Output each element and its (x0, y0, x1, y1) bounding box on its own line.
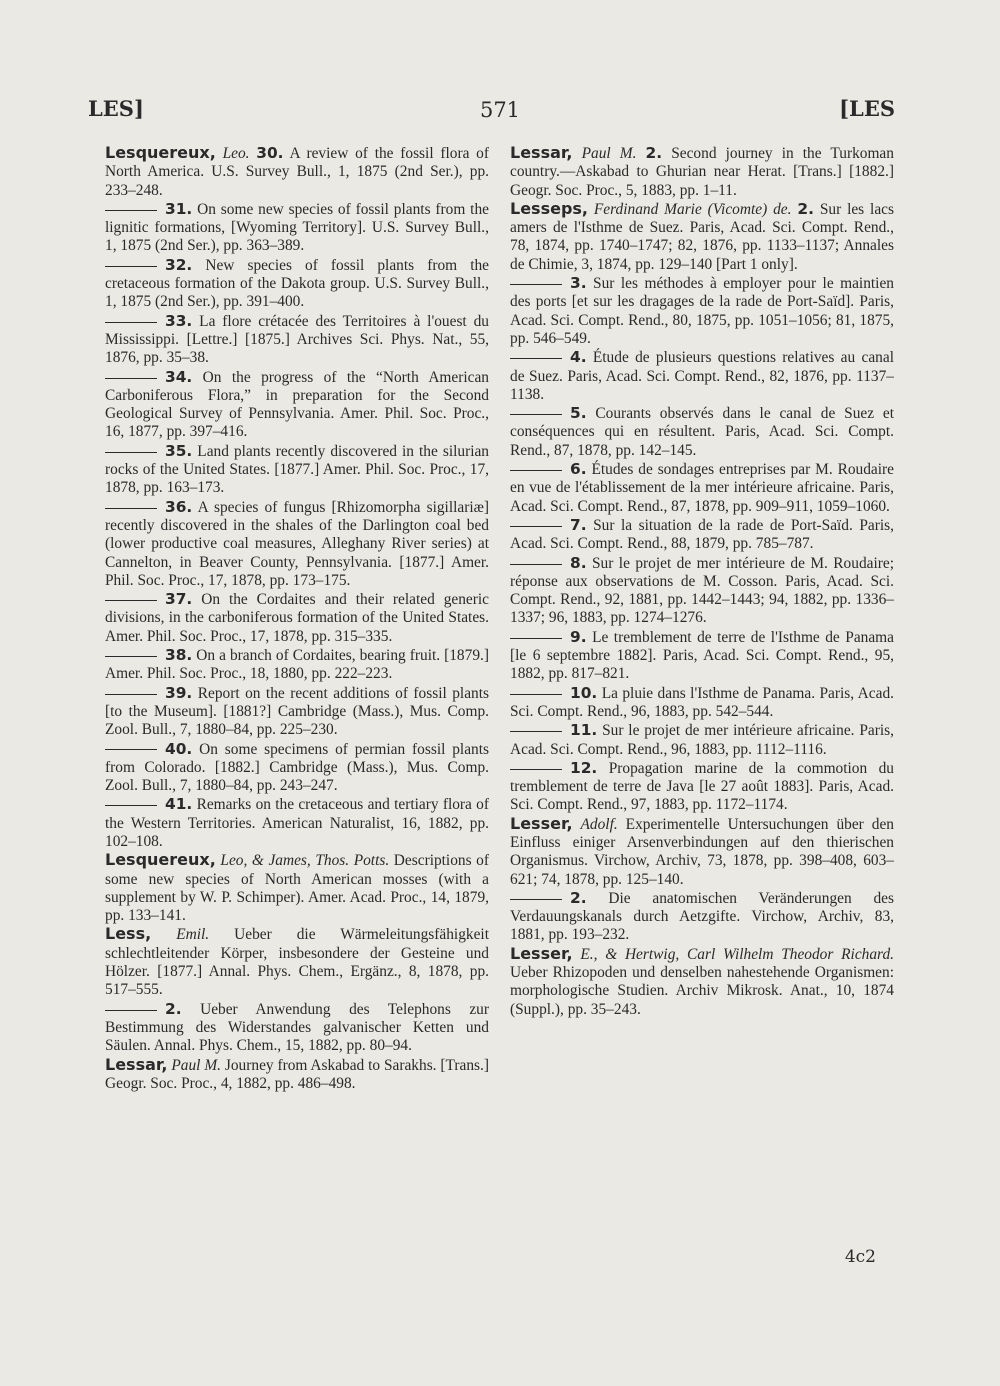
continuation-entry (105, 590, 489, 646)
author-surname: Less, (105, 924, 152, 944)
continuation-entry (105, 256, 489, 312)
entry-number: 35. (165, 441, 193, 460)
ditto-dash (510, 899, 562, 900)
ditto-dash (510, 731, 562, 732)
author-surname: Lesseps, (510, 198, 588, 218)
entry-text: Experimentelle Untersuchungen über den Einfluss einiger Arsenverbindungen auf den thierischen Organismus. Virchow, Archiv, 73, 1878, pp. 398–408, 603–621; 74, 1878, pp. 125–140. (510, 815, 894, 888)
entry-text: Propagation marine de la commotion du tremblement de terre de Java [le 27 août 1883]. Paris, Acad. Sci. Compt. Rend., 97, 1883, pp. 1172–1174. (510, 759, 894, 814)
author-surname: Lesser, (510, 943, 573, 963)
ditto-dash (105, 322, 157, 323)
entry-text: New species of fossil plants from the cretaceous formation of the Dakota group. U.S. Survey Bull., 1, 1875 (2nd Ser.), pp. 391–400. (105, 256, 489, 311)
ditto-dash (510, 694, 562, 695)
entry-text: Journey from Askabad to Sarakhs. [Trans.] Geogr. Soc. Proc., 4, 1882, pp. 486–498. (105, 1056, 489, 1092)
ditto-dash (105, 266, 157, 267)
running-head-right: [LES (839, 96, 895, 121)
entry-text: On a branch of Cordaites, bearing fruit. [1879.] Amer. Phil. Soc. Proc., 18, 1880, pp. 222–223. (105, 647, 489, 683)
continuation-entry (105, 795, 489, 851)
entry-text: On some new species of fossil plants from the lignitic formations, [Wyoming Territory]. U.S. Survey Bull., 1, 1875 (2nd Ser.), pp. 363–389. (105, 200, 489, 255)
author-surname: Lesquereux, (105, 143, 216, 162)
entry-text: On some specimens of permian fossil plants from Colorado. [1882.] Cambridge (Mass.), Mus. Comp. Zool. Bull., 7, 1880–84, pp. 243–247. (105, 740, 489, 795)
ditto-dash (510, 284, 562, 285)
signature-mark: 4c2 (844, 1247, 876, 1267)
continuation-entry (510, 628, 894, 684)
entry-number: 10. (570, 683, 598, 702)
entry-text: Remarks on the cretaceous and tertiary flora of the Western Territories. American Naturalist, 16, 1882, pp. 102–108. (105, 796, 489, 850)
author-given-name: Adolf. (580, 815, 618, 833)
entry-text: On the Cordaites and their related generic divisions, in the carboniferous formation of the United States. Amer. Phil. Soc. Proc., 17, 1878, pp. 315–335. (105, 591, 489, 645)
ditto-dash (510, 769, 562, 770)
entry-text: La flore crétacée des Territoires à l'ouest du Mississippi. [Lettre.] [1875.] Archives Sci. Phys. Nat., 55, 1876, pp. 35–38. (105, 312, 489, 367)
continuation-entry (105, 312, 489, 368)
entry-number: 9. (570, 627, 587, 646)
ditto-dash (510, 526, 562, 527)
author-surname: Lesser, (510, 813, 573, 833)
entry-number: 2. (797, 199, 814, 218)
entry-number: 2. (165, 999, 182, 1018)
author-entry (105, 1056, 489, 1094)
entry-number: 41. (165, 795, 193, 814)
continuation-entry (105, 498, 489, 590)
entry-text: Sur le projet de mer intérieure de M. Roudaire; réponse aux observations de M. Cosson. Paris, Acad. Sci. Compt. Rend., 92, 1881, pp. 1442–1443; 94, 1882, pp. 1336–1337; 96, 1883, pp. 1274–1276. (510, 554, 894, 627)
entry-number: 4. (570, 348, 587, 367)
author-given-name: Emil. (176, 926, 210, 944)
entry-text: Land plants recently discovered in the silurian rocks of the United States. [1877.] Amer. Phil. Soc. Proc., 17, 1878, pp. 163–173. (105, 442, 489, 497)
continuation-entry (510, 274, 894, 348)
entry-number: 11. (570, 721, 598, 740)
continuation-entry (510, 404, 894, 460)
entry-number: 6. (570, 460, 587, 479)
ditto-dash (510, 414, 562, 415)
entry-text: La pluie dans l'Isthme de Panama. Paris, Acad. Sci. Compt. Rend., 96, 1883, pp. 542–544. (510, 684, 894, 720)
entry-number: 2. (570, 888, 587, 907)
continuation-entry (105, 1000, 489, 1056)
ditto-dash (105, 452, 157, 453)
entry-number: 31. (165, 199, 193, 218)
ditto-dash (105, 749, 157, 750)
entry-number: 30. (256, 144, 284, 162)
entry-text: Sur la situation de la rade de Port-Saïd. Paris, Acad. Sci. Compt. Rend., 88, 1879, pp. 785–787. (510, 516, 894, 553)
left-column (105, 144, 489, 1093)
entry-text: Le tremblement de terre de l'Isthme de Panama [le 6 septembre 1882]. Paris, Acad. Sci. Compt. Rend., 95, 1882, pp. 817–821. (510, 628, 894, 683)
continuation-entry (105, 740, 489, 796)
entry-number: 2. (645, 144, 663, 162)
author-surname: Lessar, (510, 143, 573, 162)
entry-text: Courants observés dans le canal de Suez et conséquences qui en résultent. Paris, Acad. Sci. Compt. Rend., 87, 1878, pp. 142–145. (510, 405, 894, 459)
entry-text: Die anatomischen Veränderungen des Verdauungskanals durch Aetzgifte. Virchow, Archiv, 83, 1881, pp. 193–232. (510, 889, 894, 944)
ditto-dash (105, 805, 157, 806)
continuation-entry (510, 721, 894, 759)
author-given-name: Leo. (222, 145, 250, 162)
author-given-name: Leo, & James, Thos. Potts. (220, 852, 390, 870)
entry-text: Sur les méthodes à employer pour le maintien des ports [et sur les dragages de la rade de Port-Saïd]. Paris, Acad. Sci. Compt. Rend., 80, 1875, pp. 1051–1056; 81, 1875, pp. 546–549. (510, 275, 894, 347)
page-number: 571 (479, 98, 521, 122)
continuation-entry (510, 759, 894, 815)
continuation-entry (510, 684, 894, 722)
author-entry (510, 144, 894, 200)
entry-text: Second journey in the Turkoman country.—Askabad to Ghurian near Herat. [Trans.] [1882.] Geogr. Soc. Proc., 5, 1883, pp. 1–11. (510, 145, 894, 199)
ditto-dash (105, 210, 157, 211)
continuation-entry (105, 368, 489, 442)
continuation-entry (510, 348, 894, 404)
entry-number: 32. (165, 255, 193, 274)
ditto-dash (510, 638, 562, 639)
entry-number: 8. (570, 553, 587, 572)
entry-number: 38. (165, 646, 193, 665)
ditto-dash (510, 358, 562, 359)
ditto-dash (105, 694, 157, 695)
entry-number: 33. (165, 311, 193, 330)
author-entry (105, 851, 489, 925)
entry-number: 5. (570, 404, 587, 423)
author-entry (105, 144, 489, 200)
entry-number: 37. (165, 590, 193, 609)
entry-text: Ueber Anwendung des Telephons zur Bestimmung des Widerstandes galvanischer Ketten und Säulen. Annal. Phys. Chem., 15, 1882, pp. 80–94. (105, 1000, 489, 1055)
ditto-dash (105, 1010, 157, 1011)
entry-text: Ueber die Wärmeleitungsfähigkeit schlechtleitender Körper, insbesondere der Gesteine und Hölzer. [1877.] Annal. Phys. Chem., Ergänz., 8, 1878, pp. 517–555. (105, 926, 489, 999)
author-surname: Lessar, (105, 1054, 168, 1074)
entry-text: A species of fungus [Rhizomorpha sigillariæ] recently discovered in the shales of the Darlington coal bed (lower productive coal measures, Alleghany River series) at Cannelton, in Beaver County, Pennsylvania. [1877.] Amer. Phil. Soc. Proc., 17, 1878, pp. 173–175. (105, 498, 489, 589)
author-given-name: Paul M. (581, 145, 637, 162)
entry-text: Descriptions of some new species of North American mosses (with a supplement by W. P. Schimper). Amer. Acad. Proc., 14, 1879, pp. 133–141. (105, 852, 489, 925)
continuation-entry (105, 442, 489, 498)
entry-number: 39. (165, 683, 193, 702)
ditto-dash (105, 508, 157, 509)
entry-number: 12. (570, 758, 598, 777)
author-entry (510, 200, 894, 274)
author-entry (105, 925, 489, 999)
continuation-entry (510, 516, 894, 554)
entry-number: 34. (165, 367, 193, 386)
ditto-dash (105, 600, 157, 601)
ditto-dash (105, 378, 157, 379)
entry-number: 40. (165, 739, 193, 758)
author-given-name: E., & Hertwig, Carl Wilhelm Theodor Richard. (580, 945, 894, 963)
entry-text: On the progress of the “North American Carboniferous Flora,” in preparation for the Second Geological Survey of Pennsylvania. Amer. Phil. Soc. Proc., 16, 1877, pp. 397–416. (105, 368, 489, 441)
continuation-entry (510, 889, 894, 945)
author-given-name: Ferdinand Marie (Vicomte) de. (593, 200, 792, 218)
ditto-dash (510, 564, 562, 565)
entry-text: Sur le projet de mer intérieure africaine. Paris, Acad. Sci. Compt. Rend., 96, 1883, pp. 1112–1116. (510, 722, 894, 758)
continuation-entry (105, 684, 489, 740)
author-entry (510, 945, 894, 1019)
continuation-entry (105, 200, 489, 256)
entry-number: 7. (570, 515, 587, 534)
author-given-name: Paul M. (171, 1056, 221, 1074)
ditto-dash (510, 470, 562, 471)
author-surname: Lesquereux, (105, 850, 216, 870)
entry-number: 3. (570, 274, 587, 293)
running-head-left: LES] (88, 96, 144, 121)
right-column (510, 144, 894, 1019)
author-entry (510, 815, 894, 889)
entry-text: A review of the fossil flora of North America. U.S. Survey Bull., 1, 1875 (2nd Ser.), pp. 233–248. (105, 145, 489, 199)
entry-text: Ueber Rhizopoden und denselben nahestehende Organismen: morphologische Studien. Archiv Mikrosk. Anat., 10, 1874 (Suppl.), pp. 35–243. (510, 964, 894, 1018)
continuation-entry (510, 554, 894, 628)
entry-text: Sur les lacs amers de l'Isthme de Suez. Paris, Acad. Sci. Compt. Rend., 78, 1874, pp. 1740–1747; 82, 1876, pp. 1133–1137; Annales de Chimie, 3, 1874, pp. 129–140 [Part 1 only]. (510, 200, 894, 273)
ditto-dash (105, 656, 157, 657)
continuation-entry (510, 460, 894, 516)
entry-text: Report on the recent additions of fossil plants [to the Museum]. [1881?] Cambridge (Mass.), Mus. Comp. Zool. Bull., 7, 1880–84, pp. 225–230. (105, 684, 489, 739)
continuation-entry (105, 646, 489, 684)
entry-text: Études de sondages entreprises par M. Roudaire en vue de l'établissement de la mer intérieure africaine. Paris, Acad. Sci. Compt. Rend., 87, 1878, pp. 909–911, 1059–1060. (510, 461, 894, 515)
entry-number: 36. (165, 497, 193, 516)
entry-text: Étude de plusieurs questions relatives au canal de Suez. Paris, Acad. Sci. Compt. Rend., 82, 1876, pp. 1137–1138. (510, 349, 894, 403)
